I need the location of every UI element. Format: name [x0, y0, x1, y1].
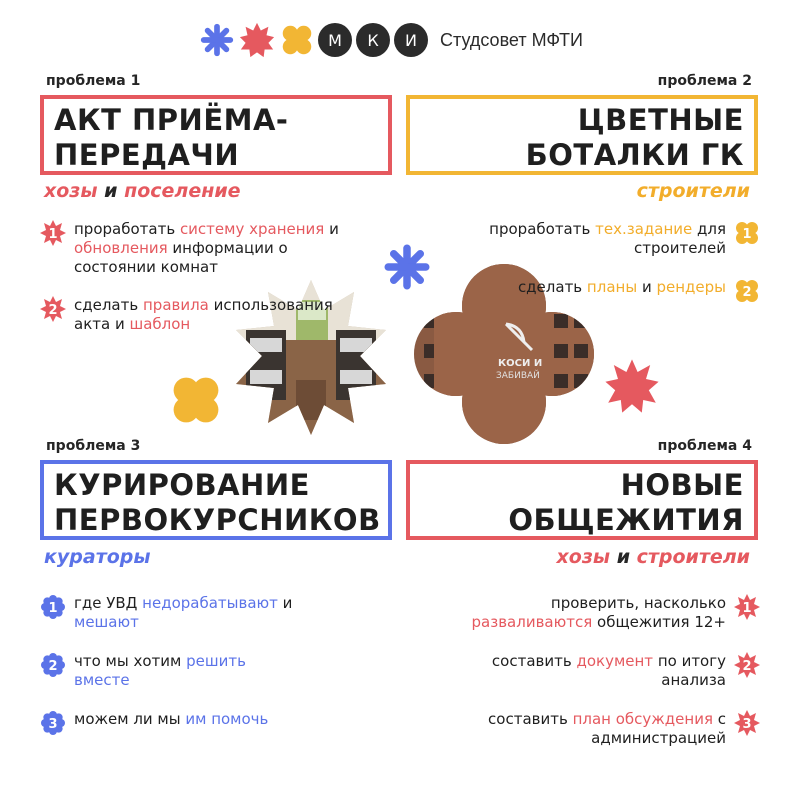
problem-4-roles: [557, 546, 750, 568]
problem-1-label: проблема 1: [46, 73, 141, 89]
number-badge-label: 1: [742, 227, 752, 242]
number-badge-label: 3: [742, 717, 752, 732]
number-badge-label: 3: [48, 717, 58, 732]
plain-text: общежития 12+: [592, 613, 726, 631]
number-badge-icon: [40, 296, 66, 322]
org-name: Студсовет МФТИ: [440, 29, 583, 50]
role-part: хозы: [556, 546, 611, 568]
plain-text: можем ли мы: [74, 710, 186, 728]
item-text: [470, 594, 726, 632]
problem-3-item-1: [40, 594, 300, 632]
problem-2-title-box: [406, 95, 758, 175]
yellow-flower-decoration: [166, 372, 226, 428]
item-text: [74, 652, 300, 690]
role-part: кураторы: [44, 546, 151, 568]
graffiti-line-2: ЗАБИВАЙ: [496, 371, 540, 381]
highlight-text: план обсуждения: [572, 710, 713, 728]
number-badge-icon: [734, 710, 760, 736]
highlight-text: решить вместе: [74, 652, 246, 689]
number-badge-label: 2: [742, 285, 752, 300]
problem-3-label: проблема 3: [46, 438, 141, 454]
role-part: и: [610, 546, 637, 568]
plain-text: составить: [491, 652, 577, 670]
number-badge-label: 2: [742, 659, 752, 674]
problem-1-roles: [44, 180, 241, 202]
item-text: [470, 710, 726, 748]
plain-text: и: [277, 594, 293, 612]
number-badge-icon: [734, 594, 760, 620]
problem-2-item-2: [470, 278, 760, 304]
problem-3-title: КУРИРОВАНИЕ ПЕРВОКУРСНИКОВ: [54, 468, 381, 537]
number-badge-label: 2: [48, 659, 58, 674]
role-part: и: [97, 180, 125, 202]
number-badge-icon: [40, 710, 66, 736]
highlight-text: мешают: [74, 613, 139, 631]
role-part: хозы: [44, 180, 98, 202]
plain-text: и: [324, 220, 339, 238]
red-star-decoration: [604, 358, 660, 414]
highlight-text: рендеры: [656, 278, 726, 296]
role-part: строители: [636, 180, 750, 202]
number-badge-icon: [734, 278, 760, 304]
plain-text: с администрацией: [591, 710, 726, 747]
plain-text: проверить, насколько: [550, 594, 726, 612]
number-badge-icon: [734, 220, 760, 246]
number-badge-icon: [40, 652, 66, 678]
problem-4-title: НОВЫЕ ОБЩЕЖИТИЯ: [508, 468, 744, 537]
problem-4-title-box: [406, 460, 758, 540]
number-badge-label: 1: [48, 601, 58, 616]
item-text: [518, 278, 726, 297]
number-badge-label: 2: [48, 303, 58, 318]
plain-text: информации о состоянии комнат: [74, 239, 288, 276]
highlight-text: планы: [586, 278, 638, 296]
logo-letter-i: И: [394, 23, 428, 57]
plain-text: по итогу анализа: [653, 652, 726, 689]
number-badge-label: 1: [48, 227, 58, 242]
plain-text: проработать: [489, 220, 596, 238]
item-text: [74, 220, 360, 277]
problem-4-item-3: [470, 710, 760, 748]
plain-text: составить: [488, 710, 573, 728]
highlight-text: тех.задание: [595, 220, 693, 238]
problem-3-title-box: [40, 460, 392, 540]
role-part: строители: [636, 546, 750, 568]
problem-2-roles: [637, 180, 750, 202]
plain-text: где УВД: [74, 594, 143, 612]
item-text: [74, 296, 360, 334]
item-text: [74, 594, 300, 632]
highlight-text: разваливаются: [471, 613, 593, 631]
number-badge-icon: [40, 594, 66, 620]
plain-text: для строителей: [634, 220, 726, 257]
problem-1-item-1: [40, 220, 360, 277]
problem-2-item-1: [470, 220, 760, 258]
highlight-text: обновления: [74, 239, 168, 257]
problem-1-title-box: [40, 95, 392, 175]
blue-asterisk-icon: [198, 21, 236, 59]
problem-3-roles: [44, 546, 151, 568]
plain-text: сделать: [517, 278, 587, 296]
highlight-text: документ: [576, 652, 654, 670]
item-text: [74, 710, 268, 729]
role-part: поселение: [124, 180, 241, 202]
problem-4-label: проблема 4: [657, 438, 752, 454]
highlight-text: правила: [142, 296, 209, 314]
red-star-icon: [238, 21, 276, 59]
yellow-flower-icon: [278, 21, 316, 59]
highlight-text: шаблон: [129, 315, 191, 333]
highlight-text: им помочь: [185, 710, 269, 728]
highlight-text: недорабатывают: [142, 594, 278, 612]
problem-4-item-2: [470, 652, 760, 690]
problem-1-title: АКТ ПРИЁМА- ПЕРЕДАЧИ: [54, 103, 289, 172]
item-text: [470, 220, 726, 258]
problem-3-item-3: [40, 710, 300, 736]
number-badge-label: 1: [742, 601, 752, 616]
problem-2-title: ЦВЕТНЫЕ БОТАЛКИ ГК: [525, 103, 744, 172]
plain-text: что мы хотим: [74, 652, 187, 670]
graffiti-line-1: КОСИ И: [498, 358, 543, 369]
header-logo: [198, 20, 583, 60]
plain-text: и: [637, 278, 657, 296]
logo-letter-m: М: [318, 23, 352, 57]
plain-text: использования акта и: [74, 296, 333, 333]
number-badge-icon: [40, 220, 66, 246]
problem-1-item-2: [40, 296, 360, 334]
plain-text: проработать: [74, 220, 180, 238]
problem-3-item-2: [40, 652, 300, 690]
highlight-text: систему хранения: [179, 220, 325, 238]
problem-4-item-1: [470, 594, 760, 632]
plain-text: сделать: [74, 296, 143, 314]
item-text: [470, 652, 726, 690]
number-badge-icon: [734, 652, 760, 678]
problem-2-label: проблема 2: [657, 73, 752, 89]
logo-letter-k: К: [356, 23, 390, 57]
